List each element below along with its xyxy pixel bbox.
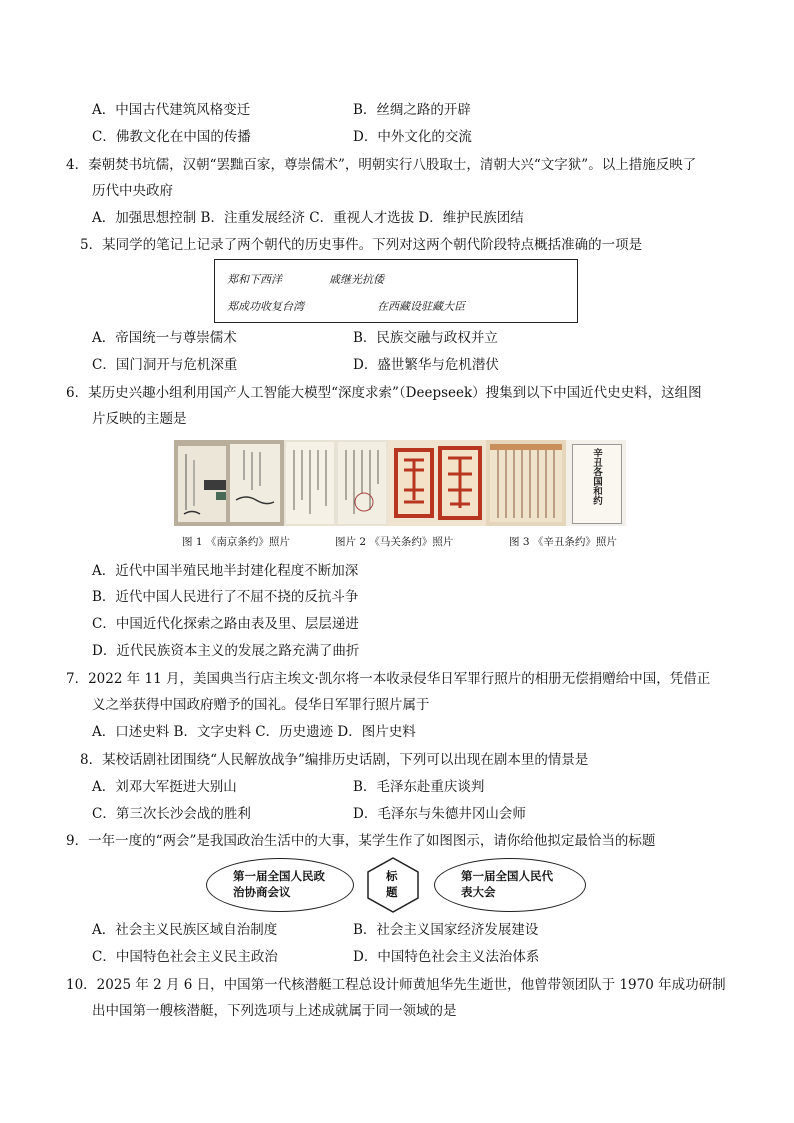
caption-1: 图 1 《南京条约》照片 xyxy=(182,536,290,548)
q9-option-c: C．中国特色社会主义民主政治 xyxy=(92,949,278,965)
q8-option-c: C．第三次长沙会战的胜利 xyxy=(92,806,251,822)
seal-photo xyxy=(388,440,486,526)
q9-left-line2: 治协商会议 xyxy=(233,885,291,899)
q9-center-label-2: 题 xyxy=(386,885,398,899)
q9-left-bubble xyxy=(206,858,354,912)
maguan-treaty-photo xyxy=(284,440,388,526)
q8-option-a: A．刘邓大军挺进大别山 xyxy=(92,779,237,795)
q6-option-d: D．近代民族资本主义的发展之路充满了曲折 xyxy=(92,643,360,659)
q5-note-4: 在西藏设驻藏大臣 xyxy=(377,300,465,313)
q5-note-1: 郑和下西洋 xyxy=(227,273,282,286)
q3-option-a: A．中国古代建筑风格变迁 xyxy=(92,102,251,118)
q8-stem: 8．某校话剧社团围绕“人民解放战争”编排历史话剧，下列可以出现在剧本里的情景是 xyxy=(80,752,589,768)
q7-options: A．口述史料 B．文字史料 C．历史遗迹 D．图片史料 xyxy=(92,724,416,740)
q5-note-box xyxy=(214,259,578,323)
q6-stem-line2: 片反映的主题是 xyxy=(92,411,187,427)
q3-option-b: B．丝绸之路的开辟 xyxy=(353,102,471,118)
caption-2: 图片 2 《马关条约》照片 xyxy=(335,536,454,548)
q9-right-line2: 表大会 xyxy=(461,885,496,899)
q9-right-line1: 第一届全国人民代 xyxy=(461,869,553,883)
xinchou-book-photo xyxy=(566,440,626,526)
q4-stem-line2: 历代中央政府 xyxy=(92,183,173,199)
xinchou-treaty-photo xyxy=(486,440,566,526)
q5-option-d: D．盛世繁华与危机潜伏 xyxy=(353,357,499,373)
q10-stem-line1: 10．2025 年 2 月 6 日，中国第一代核潜艇工程总设计师黄旭华先生逝世，他曾带领团队于 1970 年成功研制 xyxy=(66,977,726,993)
q9-stem: 9．一年一度的“两会”是我国政治生活中的大事，某学生作了如图图示，请你给他拟定最恰当的标题 xyxy=(66,833,656,849)
q9-option-b: B．社会主义国家经济发展建设 xyxy=(353,922,539,938)
nanjing-treaty-photo xyxy=(174,440,284,526)
q3-option-c: C．佛教文化在中国的传播 xyxy=(92,129,251,145)
q9-option-d: D．中国特色社会主义法治体系 xyxy=(353,949,540,965)
q5-option-b: B．民族交融与政权并立 xyxy=(353,330,498,346)
q3-option-d: D．中外文化的交流 xyxy=(353,129,472,145)
caption-3: 图 3 《辛丑条约》照片 xyxy=(509,536,617,548)
q6-option-b: B．近代中国人民进行了不屈不挠的反抗斗争 xyxy=(92,589,359,605)
q5-stem: 5．某同学的笔记上记录了两个朝代的历史事件。下列对这两个朝代阶段特点概括准确的一项是 xyxy=(80,237,643,253)
q9-center-label-1: 标 xyxy=(386,869,398,883)
q6-option-a: A．近代中国半殖民地半封建化程度不断加深 xyxy=(92,563,359,579)
q5-note-3: 郑成功收复台湾 xyxy=(227,300,304,313)
book-title: 辛丑各国和约 xyxy=(591,448,602,505)
q9-left-line1: 第一届全国人民政 xyxy=(233,869,325,883)
q7-stem-line2: 义之举获得中国政府赠予的国礼。侵华日军罪行照片属于 xyxy=(92,697,430,713)
q9-option-a: A．社会主义民族区域自治制度 xyxy=(92,922,278,938)
q10-stem-line2: 出中国第一艘核潜艇，下列选项与上述成就属于同一领域的是 xyxy=(92,1003,457,1019)
q9-right-bubble xyxy=(434,858,586,912)
q5-note-2: 戚继光抗倭 xyxy=(329,273,384,286)
q6-option-c: C．中国近代化探索之路由表及里、层层递进 xyxy=(92,616,359,632)
q4-options: A．加强思想控制 B．注重发展经济 C．重视人才选拔 D．维护民族团结 xyxy=(92,210,524,226)
q8-option-d: D．毛泽东与朱德井冈山会师 xyxy=(353,806,526,822)
q7-stem-line1: 7．2022 年 11 月，美国典当行店主埃文·凯尔将一本收录侵华日军罪行照片的相册无偿捐赠给中国，凭借正 xyxy=(66,671,711,687)
q5-option-a: A．帝国统一与尊崇儒术 xyxy=(92,330,237,346)
q6-stem-line1: 6．某历史兴趣小组利用国产人工智能大模型“深度求索”（Deepseek）搜集到以下中国近代史史料，这组图 xyxy=(66,385,702,401)
q8-option-b: B．毛泽东赴重庆谈判 xyxy=(353,779,485,795)
q5-option-c: C．国门洞开与危机深重 xyxy=(92,357,238,373)
q4-stem-line1: 4．秦朝焚书坑儒，汉朝“罢黜百家，尊崇儒术”，明朝实行八股取士，清朝大兴“文字狱”。以上措施反映了 xyxy=(66,157,697,173)
